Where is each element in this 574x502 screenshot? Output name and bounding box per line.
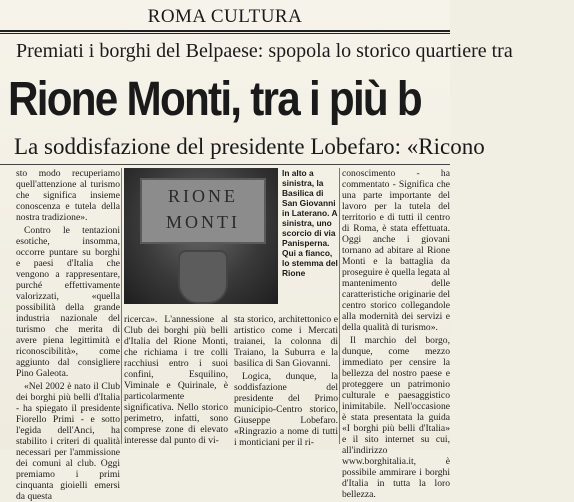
article-column-3 [234,314,338,448]
article-column-4 [342,168,450,500]
paragraph: sto modo recuperiamo quell'attenzione al turismo che significa insieme conoscenza e tutela della nostra tradizione». [16,168,120,223]
paragraph: Logica, dunque, la soddisfazione del presidente del Primo municipio-Centro storico, Giuseppe Lobefaro. «Ringrazio a nome di tutti i monticiani per il ri- [234,371,338,448]
kicker: Premiati i borghi del Belpaese: spopola lo storico quartiere tra [16,40,513,62]
paragraph: «Nel 2002 è nato il Club dei borghi più belli d'Italia - ha spiegato il presidente Fiorello Primi - e sotto l'egida dell'Anci, ha stabilito i criteri di qualità necessari per l'ammissione dei comuni al club. Oggi premiamo i primi cinquanta gioielli emersi da questa [16,381,120,502]
article-column-1 [16,168,120,502]
subheadline: La soddisfazione del presidente Lobefaro: «Ricono [14,134,485,159]
plaque-line: MONTI [166,212,240,232]
paragraph: Il marchio del borgo, dunque, come mezzo immediato per censire la bellezza del nostro paese e proteggere un patrimonio culturale e paesaggistico inimitabile. Nell'occasione è stata presentata la guida «I borghi più belli d'Italia» e il sito internet su cui, all'indirizzo www.borghitalia.it, è possibile ammirare i borghi d'Italia in tutta la loro bellezza. [342,335,450,500]
subhead-rule [0,164,450,165]
photo-caption: In alto a sinistra, la Basilica di San Giovanni in Laterano. A sinistra, uno scorcio di via Panisperna. Qui a fianco, lo stemma del Rione [282,168,338,278]
header-rule-thin [0,33,450,34]
paragraph: ricerca». L'annessione al Club dei borghi più belli d'Italia del Rione Monti, che richiama i tre colli racchiusi entro i suoi confini, Esquilino, Viminale e Quirinale, è particolarmente significativa. Nello storico perimetro, infatti, sono comprese zone di elevato interesse dal punto di vi- [124,314,228,446]
section-header: ROMA CULTURA [147,6,303,27]
paragraph: Contro le tentazioni esotiche, insomma, occorre puntare su borghi e paesi d'Italia che vengono a rappresentare, purché effettivamente valorizzati, «quella possibilità della grande industria nazionale del turismo che merita di avere piena legittimità e riconoscibilità», come aggiunto dal consigliere Pino Galeota. [16,225,120,379]
article-column-2 [124,314,228,444]
paragraph: sta storico, architettonico e artistico come i Mercati traianei, la colonna di Traiano, la Suburra e la basilica di San Giovanni. [234,314,338,369]
plaque-line: RIONE [168,186,238,206]
paragraph: conoscimento - ha commentato - Significa che una parte importante del lavoro per la tutela del territorio e di tutti il centro di Roma, è stata effettuata. Oggi anche i giovani tornano ad abitare al Rione Monti e la battaglia da proseguire è quella legata al mantenimento delle caratteristiche originarie del centro storico collegandole alla modernità dei servizi e della qualità di turismo». [342,168,450,333]
rione-monti-photo [124,168,278,304]
street-plaque [140,178,266,244]
header-rule [0,30,450,32]
coat-of-arms-icon [178,250,228,304]
column-divider [121,168,122,444]
headline: Rione Monti, tra i più b [8,73,421,126]
